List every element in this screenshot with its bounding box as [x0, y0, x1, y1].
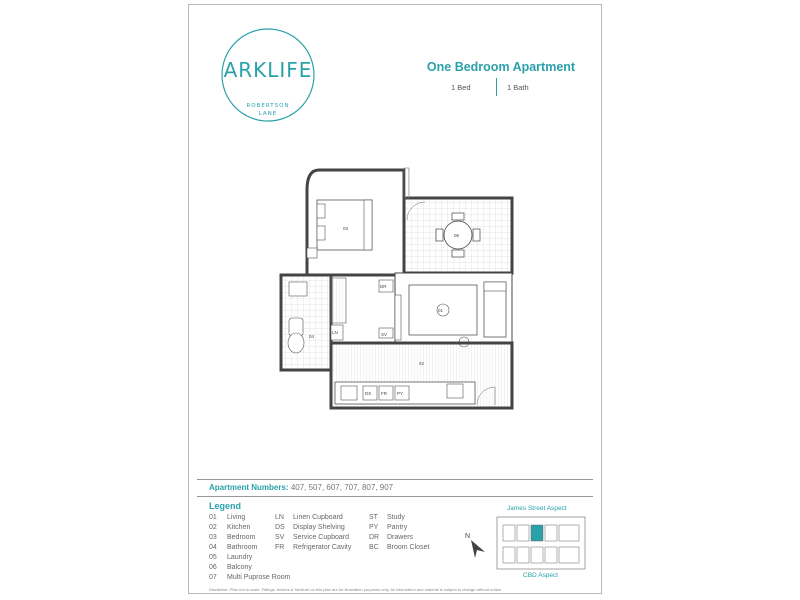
title-divider — [496, 78, 497, 96]
tv-unit-icon — [395, 295, 401, 340]
legend-item: 03 Bedroom — [209, 534, 256, 541]
laundry-cupboard — [331, 278, 346, 323]
sofa-arm-icon — [484, 282, 506, 291]
room-label-fridge: FR — [381, 391, 387, 396]
bath-count: 1 Bath — [507, 83, 529, 92]
apartment-title: One Bedroom Apartment — [426, 60, 576, 74]
aspect-bottom-label: CBD Aspect — [523, 572, 559, 579]
sink-icon — [341, 386, 357, 400]
cooktop-icon — [447, 384, 463, 398]
legend-item: LN Linen Cupboard — [275, 514, 343, 521]
logo-subline-1: ROBERTSON — [246, 103, 290, 109]
chair-icon — [452, 213, 464, 220]
room-label-display: DS — [365, 391, 372, 396]
legend-item: BC Broom Closet — [369, 544, 430, 551]
arklife-logo — [211, 25, 325, 125]
legend-item: PY Pantry — [369, 524, 408, 531]
room-label-living: 01 — [438, 308, 444, 313]
legend-item: DS Display Shelving — [275, 524, 345, 531]
room-label-pantry: PY — [397, 391, 404, 396]
basin-icon — [288, 333, 304, 353]
legend-title: Legend — [209, 501, 242, 511]
legend-item: 05 Laundry — [209, 554, 253, 561]
floor-plan-drawing — [279, 160, 519, 415]
numbers-rule-bottom — [197, 496, 593, 497]
disclaimer-text: Disclaimer: Plan not to scale. Fittings, fixtures & furniture on this plan are for illustration purposes only. All information and material is subject to change without notice. — [209, 587, 502, 592]
legend-item: 01 Living — [209, 514, 246, 521]
floorplan-sheet — [188, 4, 602, 594]
room-label-bathroom: 04 — [309, 334, 315, 339]
pillow-icon — [317, 204, 325, 218]
toilet-icon — [289, 282, 307, 296]
north-label: N — [465, 533, 471, 540]
logo-subline-2: LANE — [258, 111, 278, 117]
legend-item: DR Drawers — [369, 534, 414, 541]
balcony-screen — [404, 168, 409, 198]
room-label-service: SV — [381, 332, 388, 337]
apartment-numbers-label: Apartment Numbers: — [209, 483, 289, 492]
legend-item: SV Service Cupboard — [275, 534, 350, 541]
chair-icon — [436, 229, 443, 241]
side-table-icon — [307, 248, 317, 258]
chair-icon — [473, 229, 480, 241]
legend-item: ST Study — [369, 514, 405, 521]
legend-item: 04 Bathroom — [209, 544, 258, 551]
apartment-numbers-values: 407, 507, 607, 707, 807, 907 — [290, 483, 394, 492]
room-label-drawers: DR — [380, 284, 387, 289]
highlighted-unit — [531, 525, 543, 541]
room-label-balcony: 06 — [454, 233, 460, 238]
legend-item: FR Refrigerator Cavity — [275, 544, 352, 551]
logo-wordmark: ARKLIFE — [223, 58, 313, 82]
bed-count: 1 Bed — [451, 83, 471, 92]
room-label-kitchen: 02 — [419, 361, 425, 366]
legend-item: 07 Multi Puprose Room — [209, 574, 291, 581]
apartment-numbers — [209, 483, 393, 492]
aspect-top-label: James Street Aspect — [507, 505, 567, 512]
key-plan — [495, 515, 587, 571]
north-arrow-icon — [461, 530, 491, 560]
numbers-rule-top — [197, 479, 593, 480]
bed-cover-icon — [364, 200, 372, 250]
legend-item: 02 Kitchen — [209, 524, 251, 531]
legend-item: 06 Balcony — [209, 564, 252, 571]
room-label-linen: LN — [332, 330, 338, 335]
pillow-icon — [317, 226, 325, 240]
room-label-bedroom: 03 — [343, 226, 349, 231]
chair-icon — [452, 250, 464, 257]
